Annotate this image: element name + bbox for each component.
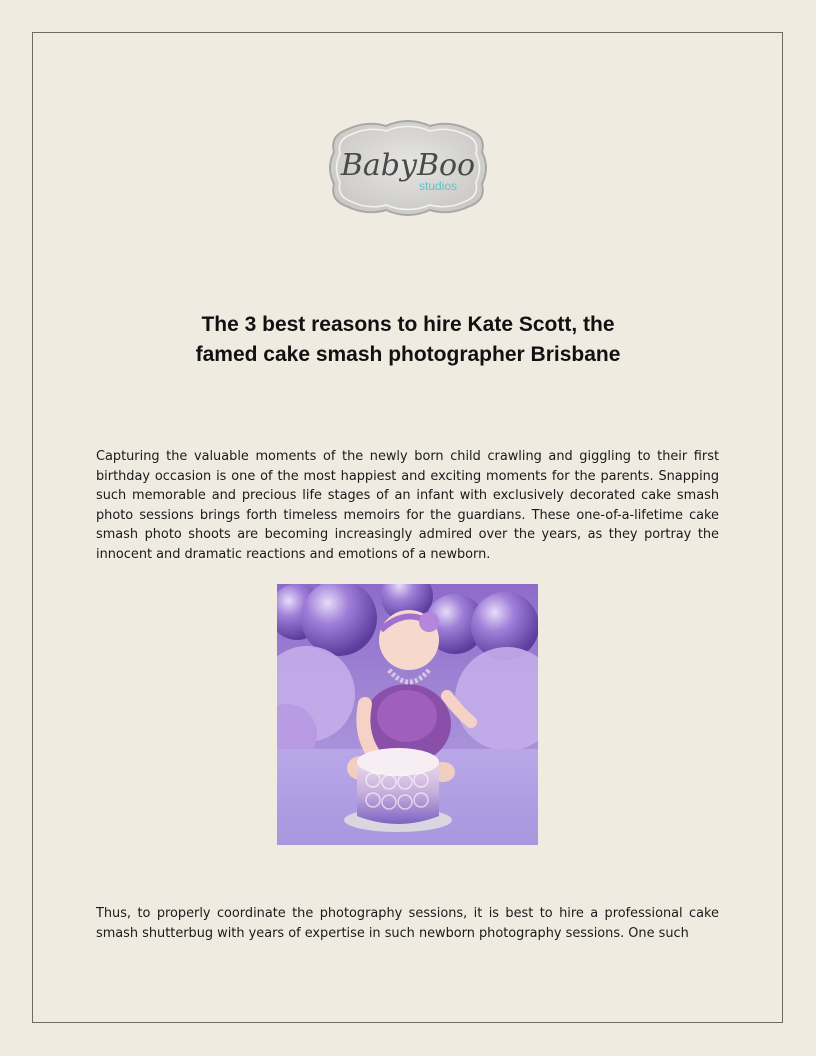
cake-smash-photo bbox=[277, 584, 538, 845]
intro-paragraph: Capturing the valuable moments of the newly born child crawling and giggling to their first birthday occasion is one of the most happiest and exciting moments for the parents. Snapping such memorable and precious life stages of an infant with exclusively decorated cake smash photo sessions brings forth timeless memoirs for the guardians. These one-of-a-lifetime cake smash photo shoots are becoming increasingly admired over the years, as they portray the innocent and dramatic reactions and emotions of a newborn. bbox=[96, 449, 719, 562]
title-line-1: The 3 best reasons to hire Kate Scott, the bbox=[201, 313, 615, 336]
closing-paragraph: Thus, to properly coordinate the photography sessions, it is best to hire a professional cake smash shutterbug with years of expertise in such newborn photography sessions. One such bbox=[96, 906, 719, 941]
document-title bbox=[100, 310, 716, 370]
logo-wordmark: BabyBoo bbox=[340, 148, 476, 183]
logo-subtitle: studios bbox=[418, 179, 458, 193]
babyboo-studios-logo bbox=[326, 118, 490, 218]
title-line-2: famed cake smash photographer Brisbane bbox=[195, 343, 621, 366]
